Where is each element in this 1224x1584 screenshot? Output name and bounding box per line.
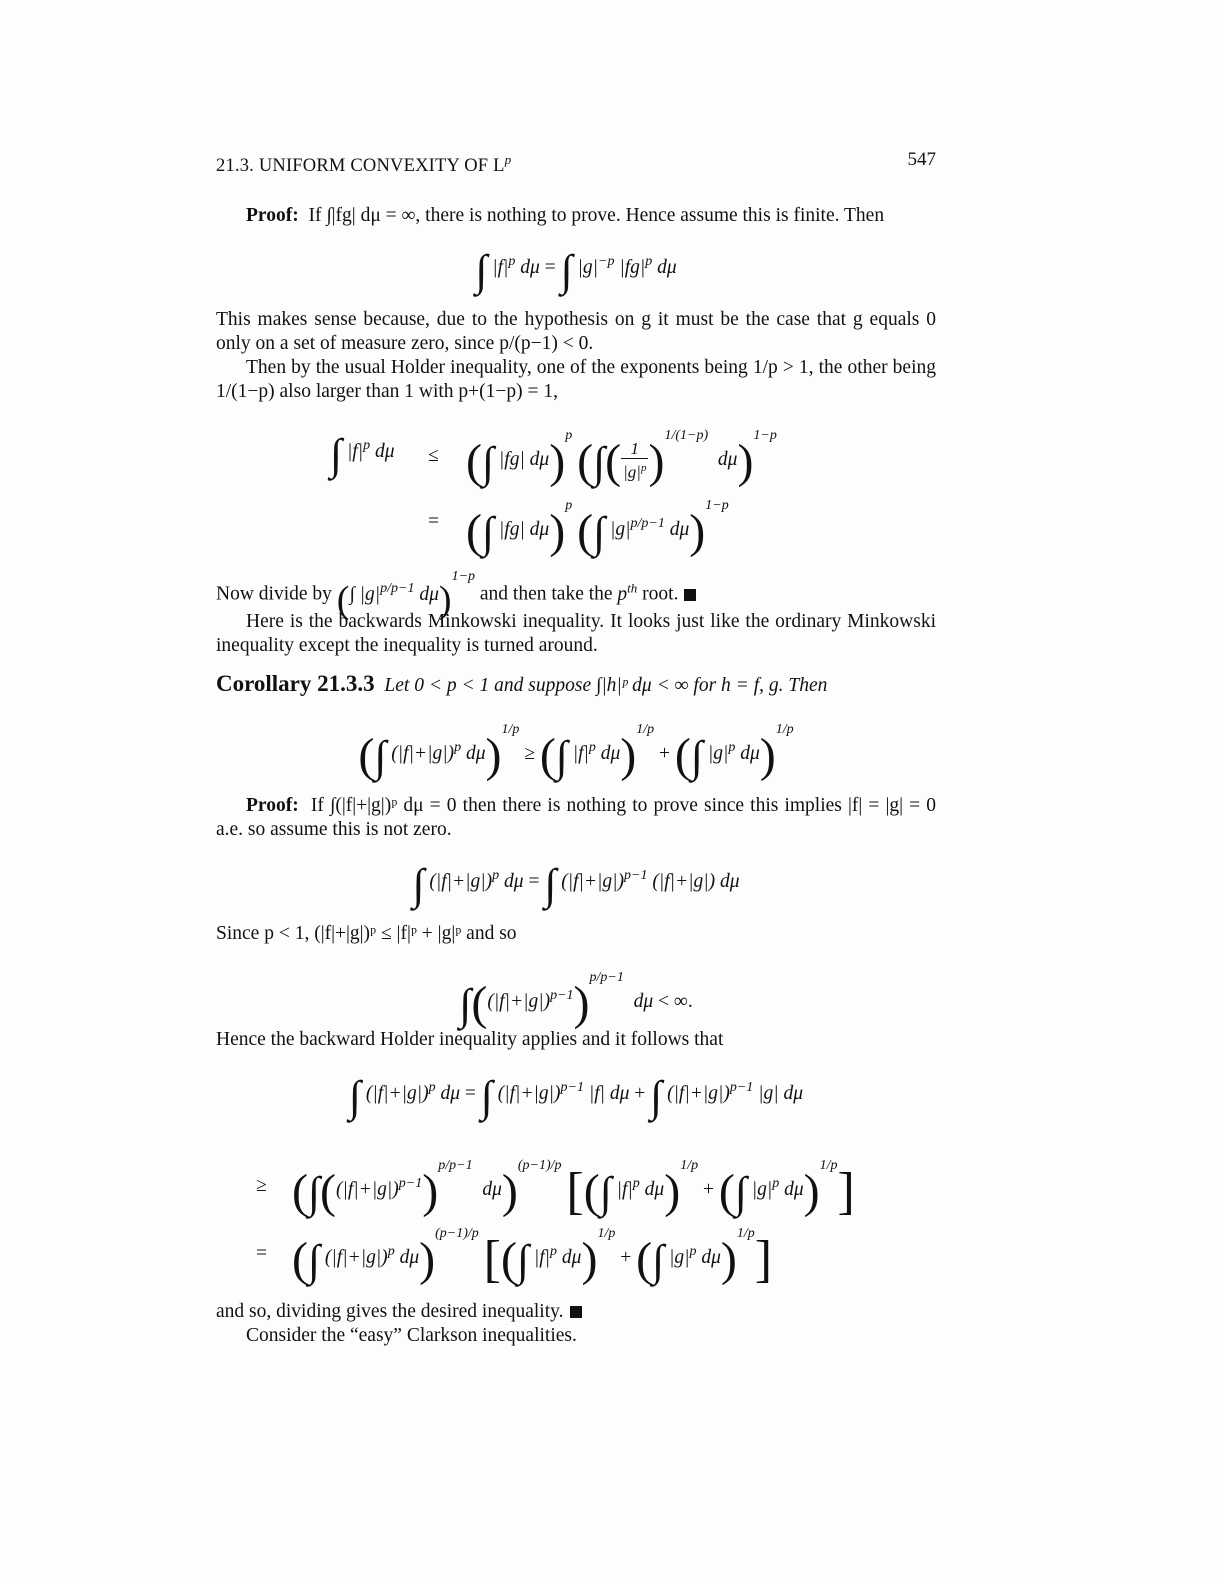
expansion-equation: ∫ $(|f|+|g|)^p$ dμ = ∫ $(|f|+|g|)^{p-1}$ |f| dμ + ∫ $(|f|+|g|)^{p-1}$ |g| dμ <box>348 1072 804 1121</box>
proof-2-text: If ∫(|f|+|g|)ᵖ dμ = 0 then there is nothing to prove since this implies |f| = |g| = 0 a.e. so assume this is not zero. <box>216 795 936 840</box>
qed-symbol-2 <box>570 1306 582 1318</box>
hence-paragraph <box>216 1028 936 1052</box>
finiteness-equation: $\int((|f|+|g|)^{p-1})^{p/p-1}$ dμ < ∞. <box>459 970 693 1030</box>
equation-1: ∫ $|f|^p$ dμ = ∫ $|g|^{-p}$ $|fg|^p$ dμ <box>475 246 677 295</box>
leq-sign: ≤ <box>428 445 439 466</box>
holder-line-1-rhs: (∫ |fg| dμ)$^p$ (∫( $\frac{1}{|g|^p}$ )$^{1/(1-p)}$ dμ)$^{1-p}$ <box>466 428 777 488</box>
geq-sign: ≥ <box>256 1175 267 1196</box>
paragraph-minkowski-intro: Here is the backwards Minkowski inequality. It looks just like the ordinary Minkowski inequality except the inequality is turned around. <box>216 610 936 656</box>
proof-label-2: Proof: <box>246 795 299 816</box>
explanation-paragraph <box>216 308 936 404</box>
paragraph-dividing: and so, dividing gives the desired inequality. <box>216 1301 564 1322</box>
proof-label: Proof: <box>246 205 299 226</box>
paragraph-holder: Then by the usual Holder inequality, one of the exponents being 1/p > 1, the other being 1/(1−p) also larger than 1 with p+(1−p) = 1, <box>216 357 936 402</box>
holder-line-2-rhs: (∫ |fg| dμ)$^p$ (∫ $|g|^{p/p-1}$ dμ)$^{1-p}$ <box>466 498 729 558</box>
proof-2 <box>216 794 936 842</box>
eq-sign: = <box>428 511 439 532</box>
since-paragraph <box>216 922 936 946</box>
paragraph-measure-zero: This makes sense because, due to the hypothesis on g it must be the case that g equals 0 only on a set of measure zero, since p/(p−1) < 0. <box>216 309 936 354</box>
divide-paragraph: Now divide by (∫ $|g|^{p/p-1}$ dμ)$^{1-p}$ and then take the $p^{th}$ root. Here is the backwards Minkowski inequality. It looks just like the ordinary Minkowski inequality except the inequality is turned around. <box>216 568 936 656</box>
paragraph-clarkson: Consider the “easy” Clarkson inequalities. <box>246 1325 577 1346</box>
qed-symbol <box>684 589 696 601</box>
holder-applied-line: ($\int((|f|+|g|)^{p-1})^{p/p-1}$ dμ)$^{(p-1)/p}$ [(∫ $|f|^p$ dμ)$^{1/p}$ + (∫ $|g|^p$ dμ)$^{1/p}$] <box>292 1158 855 1220</box>
equation-split: ∫ $(|f|+|g|)^p$ dμ = ∫ $(|f|+|g|)^{p-1}$ (|f|+|g|) dμ <box>412 860 740 909</box>
paragraph-hence: Hence the backward Holder inequality applies and it follows that <box>216 1029 724 1050</box>
eq-sign-2: = <box>256 1243 267 1264</box>
final-line: (∫ $(|f|+|g|)^p$ dμ)$^{(p-1)/p}$ [(∫ $|f|^p$ dμ)$^{1/p}$ + (∫ $|g|^p$ dμ)$^{1/p}$] <box>292 1226 773 1288</box>
backward-minkowski-equation: (∫ $(|f|+|g|)^p$ dμ)$^{1/p}$ ≥ (∫ $|f|^p$ dμ)$^{1/p}$ + (∫ $|g|^p$ dμ)$^{1/p}$ <box>358 722 794 782</box>
page-number: 547 <box>907 149 936 170</box>
paragraph-since: Since p < 1, (|f|+|g|)ᵖ ≤ |f|ᵖ + |g|ᵖ and so <box>216 923 517 944</box>
holder-line-1-lhs: ∫ $|f|^p$ dμ <box>330 430 395 479</box>
proof-opening <box>216 204 936 228</box>
section-title: 21.3. UNIFORM CONVEXITY OF $L^p$ <box>216 152 512 177</box>
corollary-title: Corollary 21.3.3 <box>216 671 375 696</box>
running-header <box>216 148 936 177</box>
corollary <box>216 672 936 698</box>
corollary-statement: Let 0 < p < 1 and suppose ∫|h|ᵖ dμ < ∞ for h = f, g. Then <box>384 675 828 696</box>
proof-text: If ∫|fg| dμ = ∞, there is nothing to prove. Hence assume this is finite. Then <box>308 205 885 226</box>
closing-paragraph <box>216 1300 936 1348</box>
